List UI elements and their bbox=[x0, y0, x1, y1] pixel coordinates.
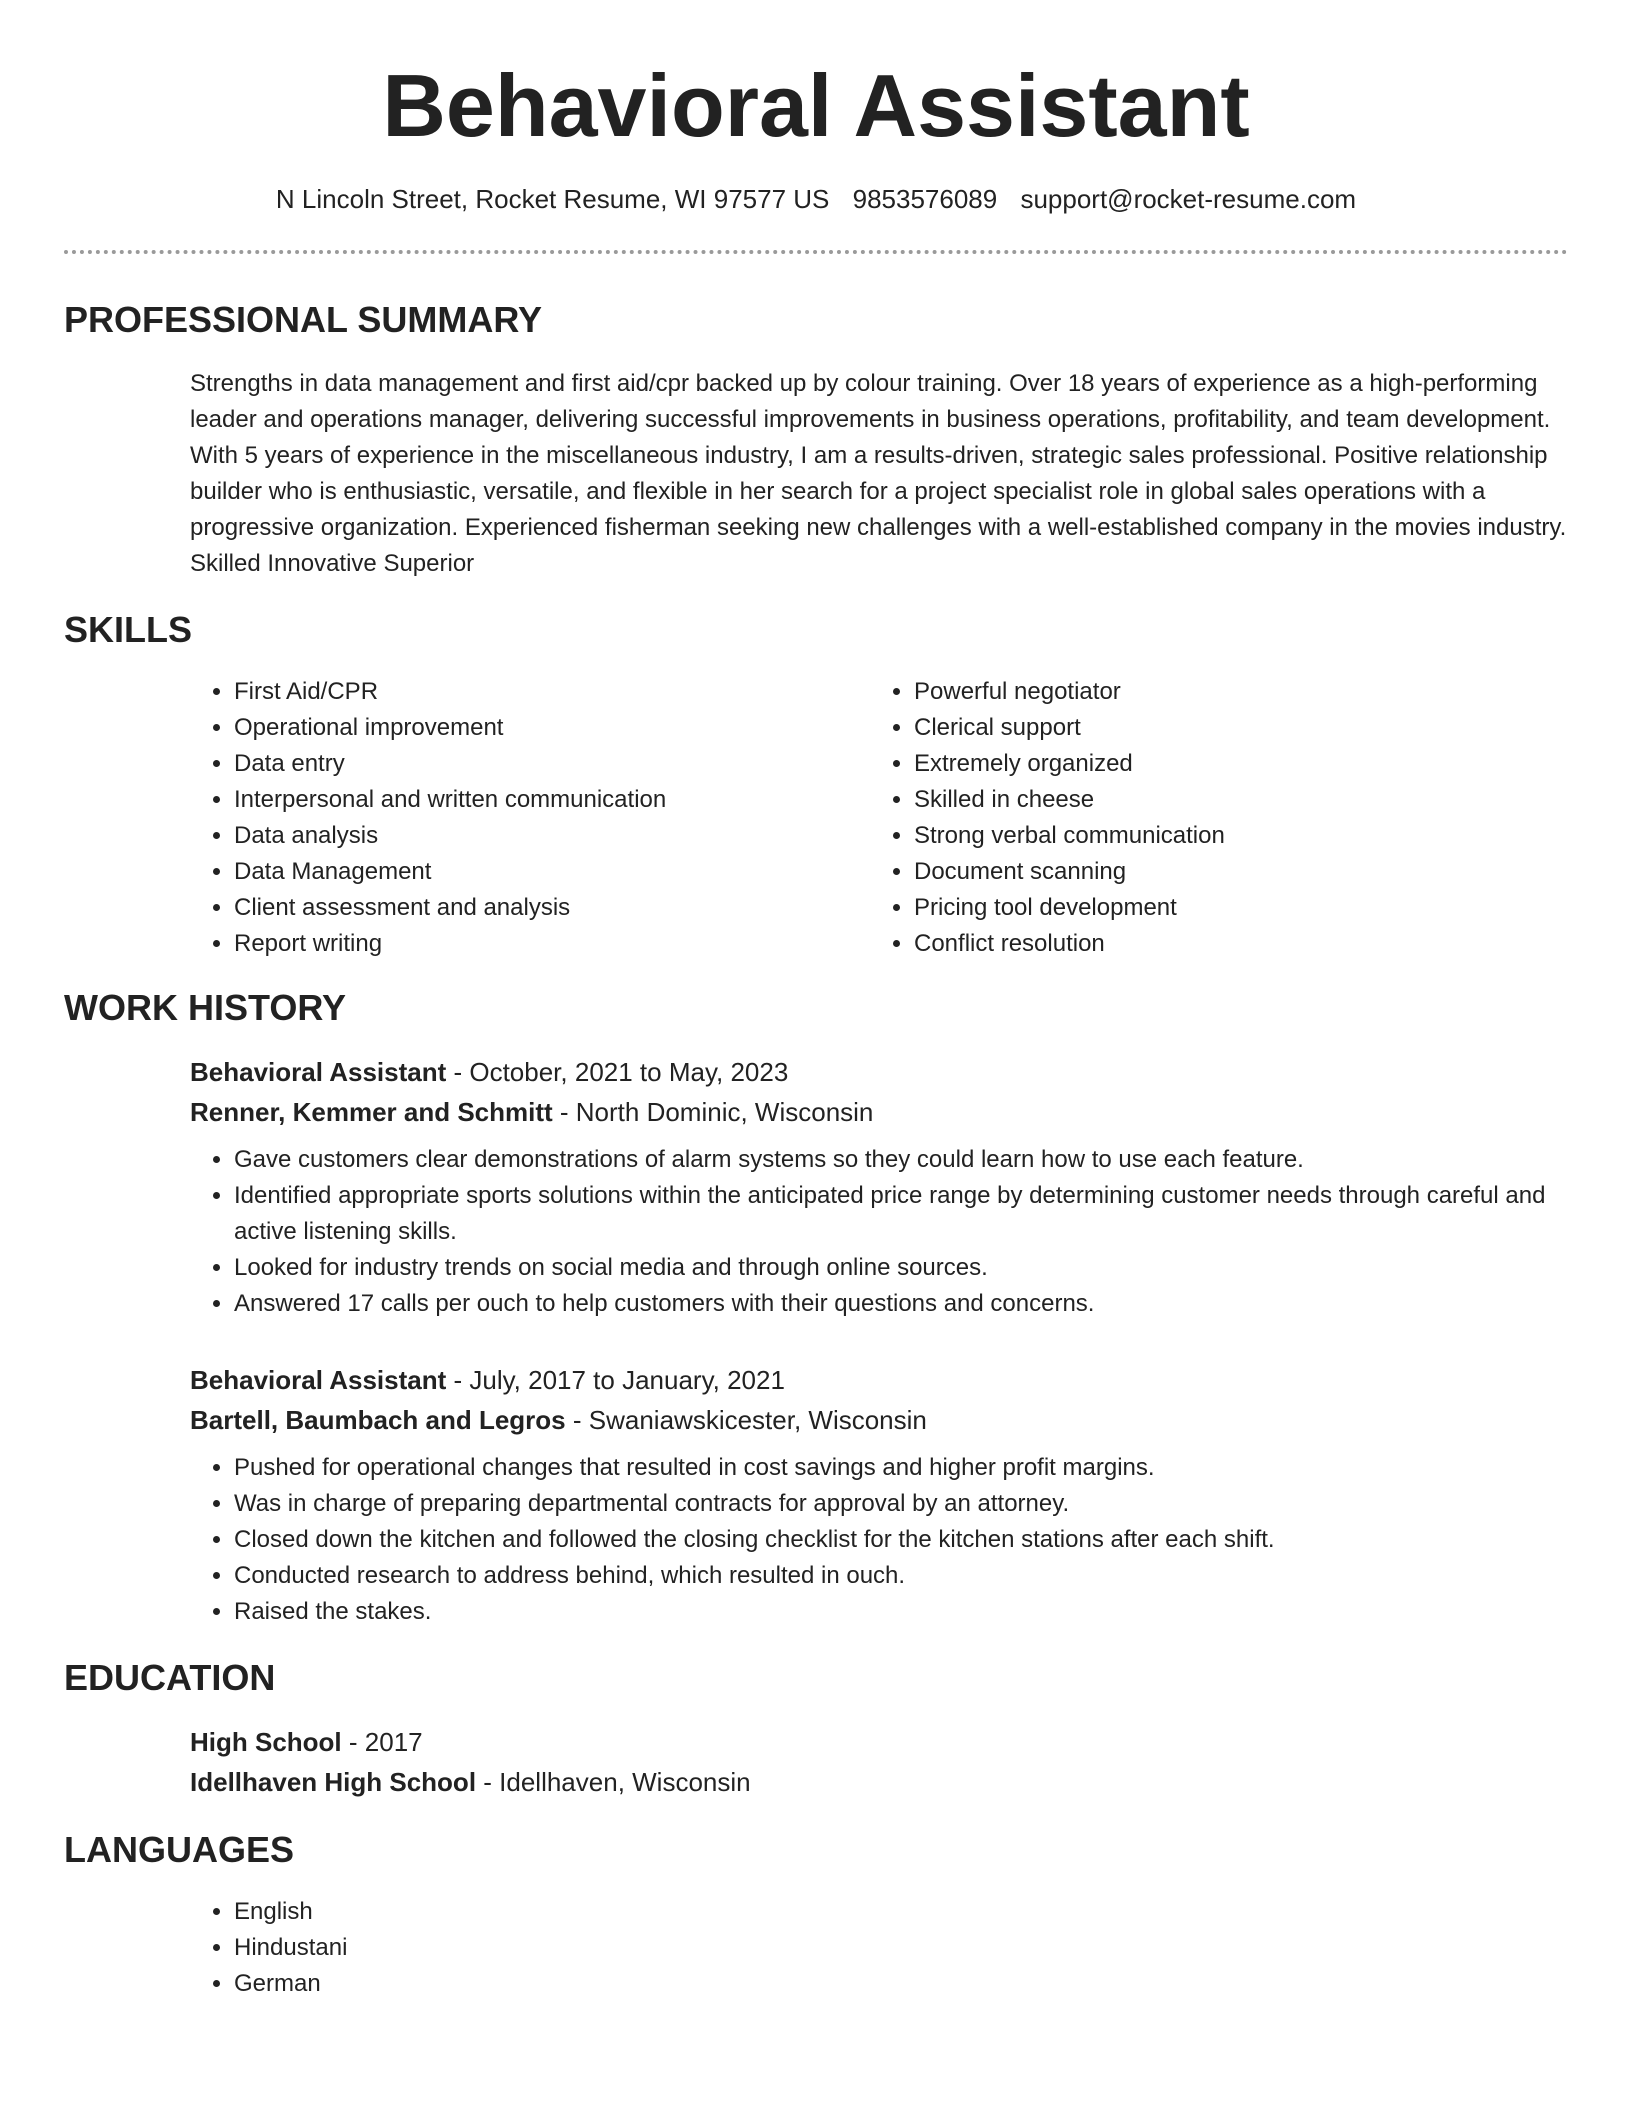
job-company: Renner, Kemmer and Schmitt bbox=[190, 1097, 553, 1127]
education-entry bbox=[190, 1722, 1568, 1802]
languages-heading: LANGUAGES bbox=[64, 1829, 295, 1870]
education-heading: EDUCATION bbox=[64, 1657, 276, 1698]
languages bbox=[190, 1894, 1568, 2002]
education-school-line bbox=[190, 1762, 1568, 1802]
skill-item: • Data Management bbox=[234, 854, 870, 890]
summary-text: Strengths in data management and first aid/cpr backed up by colour training. Over 18 years of experience as a high-performing leader and operations manager, delivering successful improvements in business operations, profitability, and team development. With 5 years of experience in the miscellaneous industry, I am a results-driven, strategic sales professional. Positive relationship builder who is enthusiastic, versatile, and flexible in her search for a project specialist role in global sales operations with a progressive organization. Experienced fisherman seeking new challenges with a well-established company in the movies industry. Skilled Innovative Superior bbox=[190, 370, 1567, 577]
work-history-heading: WORK HISTORY bbox=[64, 987, 347, 1028]
job-duty: • Was in charge of preparing departmental contracts for approval by an attorney. bbox=[234, 1486, 1568, 1522]
job-position: Behavioral Assistant bbox=[190, 1057, 447, 1087]
education-location: - Idellhaven, Wisconsin bbox=[476, 1767, 751, 1797]
candidate-name: Behavioral Assistant bbox=[382, 56, 1250, 155]
job-location: - North Dominic, Wisconsin bbox=[552, 1097, 874, 1127]
skill-item: • Interpersonal and written communication bbox=[234, 782, 870, 818]
job-company-line bbox=[190, 1400, 1568, 1440]
language-item: • English bbox=[234, 1894, 1568, 1930]
job-duties bbox=[190, 1450, 1568, 1630]
skill-item: • Skilled in cheese bbox=[914, 782, 1550, 818]
skill-item: • Data analysis bbox=[234, 818, 870, 854]
contact-line bbox=[64, 182, 1568, 216]
job-dates: - July, 2017 to January, 2021 bbox=[446, 1365, 785, 1395]
job-duty: • Closed down the kitchen and followed the closing checklist for the kitchen stations after each shift. bbox=[234, 1522, 1568, 1558]
job-duty: • Conducted research to address behind, which resulted in ouch. bbox=[234, 1558, 1568, 1594]
skill-item: • Data entry bbox=[234, 746, 870, 782]
contact-email: support@rocket-resume.com bbox=[1020, 184, 1357, 214]
skills-list-right bbox=[870, 674, 1550, 962]
job-duty: • Looked for industry trends on social media and through online sources. bbox=[234, 1250, 1568, 1286]
job-location: - Swaniawskicester, Wisconsin bbox=[565, 1405, 927, 1435]
skill-item: • Client assessment and analysis bbox=[234, 890, 870, 926]
job-title-line bbox=[190, 1360, 1568, 1400]
skill-item: • Conflict resolution bbox=[914, 926, 1550, 962]
languages-list bbox=[190, 1894, 1568, 2002]
job-duties bbox=[190, 1142, 1568, 1322]
skill-item: • First Aid/CPR bbox=[234, 674, 870, 710]
skills-column-right bbox=[870, 674, 1550, 962]
skills-column-left bbox=[190, 674, 870, 962]
skill-item: • Pricing tool development bbox=[914, 890, 1550, 926]
skills-grid bbox=[190, 674, 1568, 962]
education-degree: High School bbox=[190, 1727, 342, 1757]
job-entry bbox=[190, 1052, 1568, 1322]
job-duty: • Pushed for operational changes that resulted in cost savings and higher profit margins. bbox=[234, 1450, 1568, 1486]
skill-item: • Report writing bbox=[234, 926, 870, 962]
skill-item: • Clerical support bbox=[914, 710, 1550, 746]
contact-address: N Lincoln Street, Rocket Resume, WI 97577 US bbox=[275, 184, 830, 214]
summary-heading: PROFESSIONAL SUMMARY bbox=[64, 299, 543, 340]
language-item: • German bbox=[234, 1966, 1568, 2002]
job-duty: • Answered 17 calls per ouch to help customers with their questions and concerns. bbox=[234, 1286, 1568, 1322]
education-degree-line bbox=[190, 1722, 1568, 1762]
header-divider bbox=[64, 250, 1568, 254]
job-company: Bartell, Baumbach and Legros bbox=[190, 1405, 566, 1435]
skills-list-left bbox=[190, 674, 870, 962]
education-school: Idellhaven High School bbox=[190, 1767, 477, 1797]
skill-item: • Document scanning bbox=[914, 854, 1550, 890]
language-item: • Hindustani bbox=[234, 1930, 1568, 1966]
skills-heading: SKILLS bbox=[64, 609, 193, 650]
job-duty: • Gave customers clear demonstrations of alarm systems so they could learn how to use each feature. bbox=[234, 1142, 1568, 1178]
education-year: - 2017 bbox=[341, 1727, 423, 1757]
work-history bbox=[190, 1052, 1568, 1630]
contact-phone: 9853576089 bbox=[852, 184, 998, 214]
job-entry bbox=[190, 1360, 1568, 1630]
skill-item: • Extremely organized bbox=[914, 746, 1550, 782]
job-title-line bbox=[190, 1052, 1568, 1092]
job-duty: • Raised the stakes. bbox=[234, 1594, 1568, 1630]
skill-item: • Powerful negotiator bbox=[914, 674, 1550, 710]
job-position: Behavioral Assistant bbox=[190, 1365, 447, 1395]
skill-item: • Strong verbal communication bbox=[914, 818, 1550, 854]
job-dates: - October, 2021 to May, 2023 bbox=[446, 1057, 789, 1087]
job-duty: • Identified appropriate sports solutions within the anticipated price range by determining customer needs through careful and active listening skills. bbox=[234, 1178, 1568, 1250]
skill-item: • Operational improvement bbox=[234, 710, 870, 746]
job-company-line bbox=[190, 1092, 1568, 1132]
